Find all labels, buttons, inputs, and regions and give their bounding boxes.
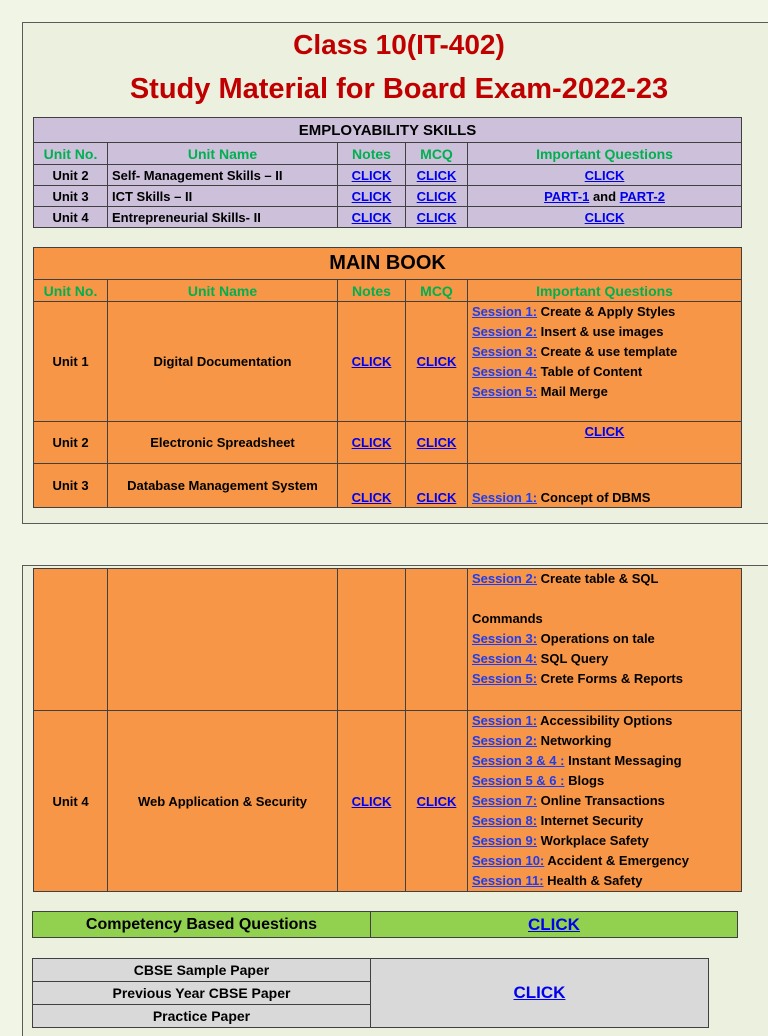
col-important-questions: Important Questions [468, 280, 742, 302]
session-link[interactable]: Session 5 & 6 : [472, 773, 565, 788]
notes-link[interactable]: CLICK [351, 167, 392, 183]
table-row [34, 186, 742, 207]
session-title: SQL Query [540, 651, 609, 666]
col-unit-name: Unit Name [108, 143, 338, 165]
session-list [468, 302, 742, 422]
mcq-link[interactable]: CLICK [416, 188, 457, 204]
main-book-title: MAIN BOOK [34, 248, 742, 280]
employability-title: EMPLOYABILITY SKILLS [34, 118, 742, 143]
table-row [34, 207, 742, 228]
session-title: Create table & SQL [540, 571, 659, 586]
papers-link[interactable]: CLICK [513, 983, 566, 1002]
notes-link[interactable]: CLICK [351, 435, 392, 450]
table-row [34, 711, 742, 892]
main-book-table-continued [33, 568, 742, 892]
session-link[interactable]: Session 5: [472, 671, 538, 686]
session-link[interactable]: Session 3: [472, 344, 538, 359]
session-title: Blogs [568, 773, 605, 788]
session-title: Create & use template [540, 344, 678, 359]
mcq-link[interactable]: CLICK [416, 167, 457, 183]
col-important-questions: Important Questions [468, 143, 742, 165]
iq-link[interactable]: CLICK [584, 424, 625, 439]
session-link[interactable]: Session 1: [472, 490, 538, 505]
session-title: Accessibility Options [540, 713, 673, 728]
col-unit-no: Unit No. [34, 143, 108, 165]
session-title: Workplace Safety [540, 833, 649, 848]
session-link[interactable]: Session 3 & 4 : [472, 753, 565, 768]
session-title: Networking [540, 733, 612, 748]
table-row [34, 165, 742, 186]
session-title: Commands [472, 611, 543, 626]
session-list [468, 711, 742, 892]
notes-link[interactable]: CLICK [351, 793, 392, 809]
paper-sample: CBSE Sample Paper [33, 959, 371, 982]
session-link[interactable]: Session 1: [472, 304, 538, 319]
session-link[interactable]: Session 2: [472, 324, 538, 339]
session-link[interactable]: Session 11: [472, 873, 544, 888]
iq-link[interactable]: CLICK [584, 167, 625, 183]
session-title: Concept of DBMS [540, 490, 651, 505]
mcq-link[interactable]: CLICK [416, 354, 457, 369]
col-notes: Notes [338, 143, 406, 165]
and-text: and [592, 188, 617, 204]
session-link[interactable]: Session 4: [472, 651, 538, 666]
unit-name: Digital Documentation [108, 302, 338, 422]
session-title: Crete Forms & Reports [540, 671, 683, 686]
session-title: Instant Messaging [568, 753, 682, 768]
table-row [34, 569, 742, 711]
notes-link[interactable]: CLICK [351, 209, 392, 225]
competency-table [32, 911, 738, 938]
papers-table [32, 958, 709, 1028]
col-notes: Notes [338, 280, 406, 302]
main-book-table [33, 247, 742, 508]
unit-no: Unit 1 [34, 302, 108, 422]
competency-link[interactable]: CLICK [528, 914, 580, 934]
notes-link[interactable]: CLICK [351, 490, 392, 505]
employability-table [33, 117, 742, 228]
unit-no: Unit 4 [34, 207, 108, 228]
col-unit-name: Unit Name [108, 280, 338, 302]
notes-link[interactable]: CLICK [351, 354, 392, 369]
unit-name: Database Management System [108, 464, 338, 508]
col-mcq: MCQ [406, 143, 468, 165]
session-link[interactable]: Session 8: [472, 813, 538, 828]
col-unit-no: Unit No. [34, 280, 108, 302]
unit-name: Electronic Spreadsheet [108, 422, 338, 464]
iq-link[interactable]: CLICK [584, 209, 625, 225]
session-title: Insert & use images [540, 324, 664, 339]
page-2 [22, 565, 768, 1036]
session-link[interactable]: Session 7: [472, 793, 538, 808]
table-row [34, 464, 742, 508]
unit-no: Unit 2 [34, 422, 108, 464]
paper-previous-year: Previous Year CBSE Paper [33, 982, 371, 1005]
unit-name: ICT Skills – II [108, 186, 338, 207]
mcq-link[interactable]: CLICK [416, 490, 457, 505]
unit-name: Self- Management Skills – II [108, 165, 338, 186]
unit-no: Unit 4 [34, 711, 108, 892]
unit-no: Unit 3 [34, 186, 108, 207]
table-row [34, 422, 742, 464]
session-title: Mail Merge [540, 384, 608, 399]
session-link[interactable]: Session 5: [472, 384, 538, 399]
mcq-link[interactable]: CLICK [416, 793, 457, 809]
session-title: Operations on tale [540, 631, 655, 646]
competency-label: Competency Based Questions [33, 912, 371, 938]
col-mcq: MCQ [406, 280, 468, 302]
page-1 [22, 22, 768, 524]
session-link[interactable]: Session 2: [472, 571, 538, 586]
session-title: Health & Safety [547, 873, 643, 888]
paper-practice: Practice Paper [33, 1005, 371, 1028]
notes-link[interactable]: CLICK [351, 188, 392, 204]
title-study-material: Study Material for Board Exam-2022-23 [129, 73, 669, 105]
session-title: Create & Apply Styles [540, 304, 676, 319]
mcq-link[interactable]: CLICK [416, 435, 457, 450]
session-link[interactable]: Session 3: [472, 631, 538, 646]
session-link[interactable]: Session 10: [472, 853, 545, 868]
session-link[interactable]: Session 9: [472, 833, 538, 848]
part2-link[interactable]: PART-2 [619, 188, 665, 204]
session-link[interactable]: Session 4: [472, 364, 538, 379]
session-title: Accident & Emergency [547, 853, 690, 868]
session-title: Online Transactions [540, 793, 665, 808]
part1-link[interactable]: PART-1 [544, 188, 590, 204]
session-title: Internet Security [540, 813, 644, 828]
mcq-link[interactable]: CLICK [416, 209, 457, 225]
session-title: Table of Content [540, 364, 643, 379]
session-list [468, 569, 742, 711]
unit-name: Web Application & Security [108, 711, 338, 892]
unit-name: Entrepreneurial Skills- II [108, 207, 338, 228]
title-class: Class 10(IT-402) [293, 29, 505, 60]
unit-no: Unit 3 [34, 464, 108, 508]
session-link[interactable]: Session 1: [472, 713, 538, 728]
session-link[interactable]: Session 2: [472, 733, 538, 748]
unit-no: Unit 2 [34, 165, 108, 186]
table-row [34, 302, 742, 422]
